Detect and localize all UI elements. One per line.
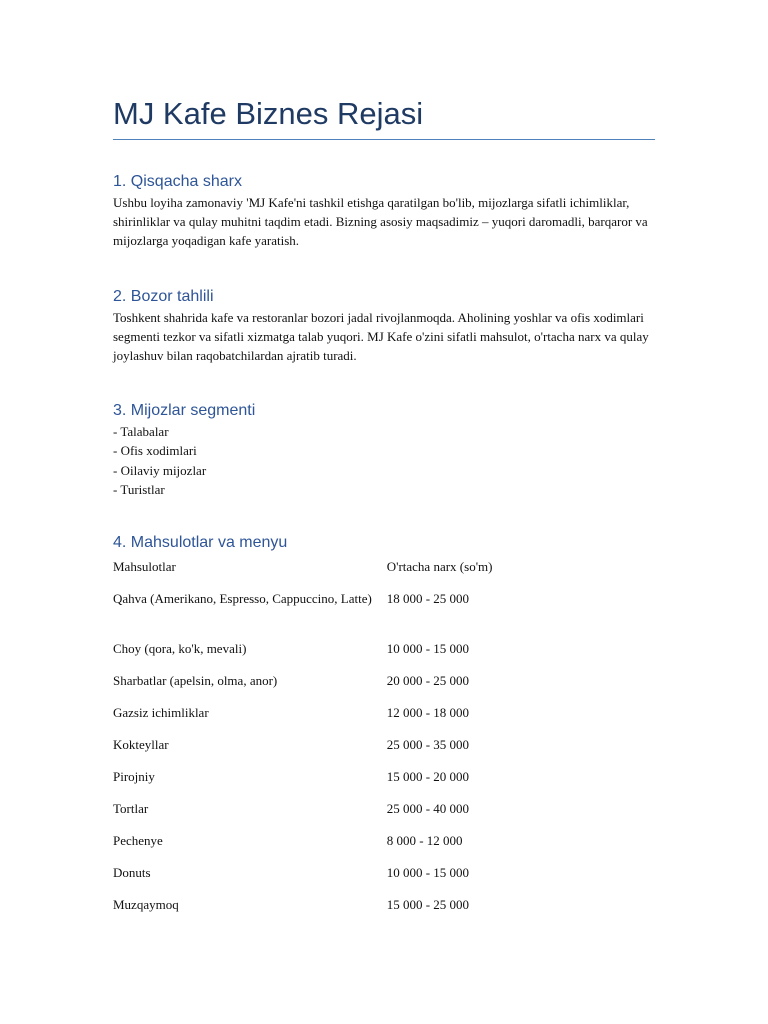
menu-table bbox=[113, 558, 533, 928]
list-item: - Ofis xodimlari bbox=[113, 441, 655, 460]
table-row bbox=[113, 832, 533, 864]
section-paragraph: Ushbu loyiha zamonaviy 'MJ Kafe'ni tashkil etishga qaratilgan bo'lib, mijozlarga sifatli ichimliklar, shirinliklar va qulay muhitni taqdim etadi. Bizning asosiy maqsadimiz – yuqori daromadli, barqaror va mijozlarga yoqadigan kafe yaratish. bbox=[113, 195, 648, 248]
product-cell: Muzqaymoq bbox=[113, 897, 179, 912]
price-cell: 18 000 - 25 000 bbox=[386, 591, 470, 606]
table-row bbox=[113, 768, 533, 800]
section-heading: 4. Mahsulotlar va menyu bbox=[113, 534, 288, 551]
product-cell: Pirojniy bbox=[113, 769, 155, 784]
table-row bbox=[113, 640, 533, 672]
table-row bbox=[113, 800, 533, 832]
table-header-row bbox=[113, 558, 533, 590]
title-underline bbox=[113, 139, 655, 140]
price-cell: 10 000 - 15 000 bbox=[386, 865, 470, 880]
price-cell: 15 000 - 20 000 bbox=[386, 769, 470, 784]
list-item: - Talabalar bbox=[113, 422, 655, 441]
product-cell: Sharbatlar (apelsin, olma, anor) bbox=[113, 673, 278, 688]
column-header-product: Mahsulotlar bbox=[113, 559, 176, 574]
price-cell: 20 000 - 25 000 bbox=[386, 673, 470, 688]
price-cell: 25 000 - 35 000 bbox=[386, 737, 470, 752]
product-cell: Qahva (Amerikano, Espresso, Cappuccino, Latte) bbox=[113, 591, 372, 606]
list-item: - Turistlar bbox=[113, 480, 655, 499]
table-row bbox=[113, 864, 533, 896]
section-summary bbox=[113, 171, 655, 250]
list-item: - Oilaviy mijozlar bbox=[113, 461, 655, 480]
price-cell: 8 000 - 12 000 bbox=[386, 833, 463, 848]
product-cell: Donuts bbox=[113, 865, 151, 880]
section-heading: 3. Mijozlar segmenti bbox=[113, 402, 256, 419]
product-cell: Gazsiz ichimliklar bbox=[113, 705, 209, 720]
price-cell: 12 000 - 18 000 bbox=[386, 705, 470, 720]
table-row bbox=[113, 672, 533, 704]
table-row bbox=[113, 896, 533, 928]
document-title: MJ Kafe Biznes Rejasi bbox=[113, 96, 424, 131]
section-products-menu bbox=[113, 532, 655, 928]
table-row bbox=[113, 736, 533, 768]
section-paragraph: Toshkent shahrida kafe va restoranlar bozori jadal rivojlanmoqda. Aholining yoshlar va ofis xodimlari segmenti tezkor va sifatli xizmatga talab yuqori. MJ Kafe o'zini sifatli mahsulot, o'rtacha narx va qulay joylashuv bilan raqobatchilardan ajratib turadi. bbox=[113, 310, 649, 363]
product-cell: Pechenye bbox=[113, 833, 163, 848]
section-customer-segments bbox=[113, 400, 655, 499]
segment-list bbox=[113, 422, 655, 499]
product-cell: Kokteyllar bbox=[113, 737, 169, 752]
section-market-analysis bbox=[113, 286, 655, 365]
product-cell: Choy (qora, ko'k, mevali) bbox=[113, 641, 247, 656]
section-heading: 2. Bozor tahlili bbox=[113, 288, 214, 305]
price-cell: 15 000 - 25 000 bbox=[386, 897, 470, 912]
column-header-price: O'rtacha narx (so'm) bbox=[386, 559, 493, 574]
price-cell: 10 000 - 15 000 bbox=[386, 641, 470, 656]
section-heading: 1. Qisqacha sharx bbox=[113, 173, 242, 190]
product-cell: Tortlar bbox=[113, 801, 149, 816]
table-row bbox=[113, 704, 533, 736]
table-row bbox=[113, 590, 533, 640]
price-cell: 25 000 - 40 000 bbox=[386, 801, 470, 816]
